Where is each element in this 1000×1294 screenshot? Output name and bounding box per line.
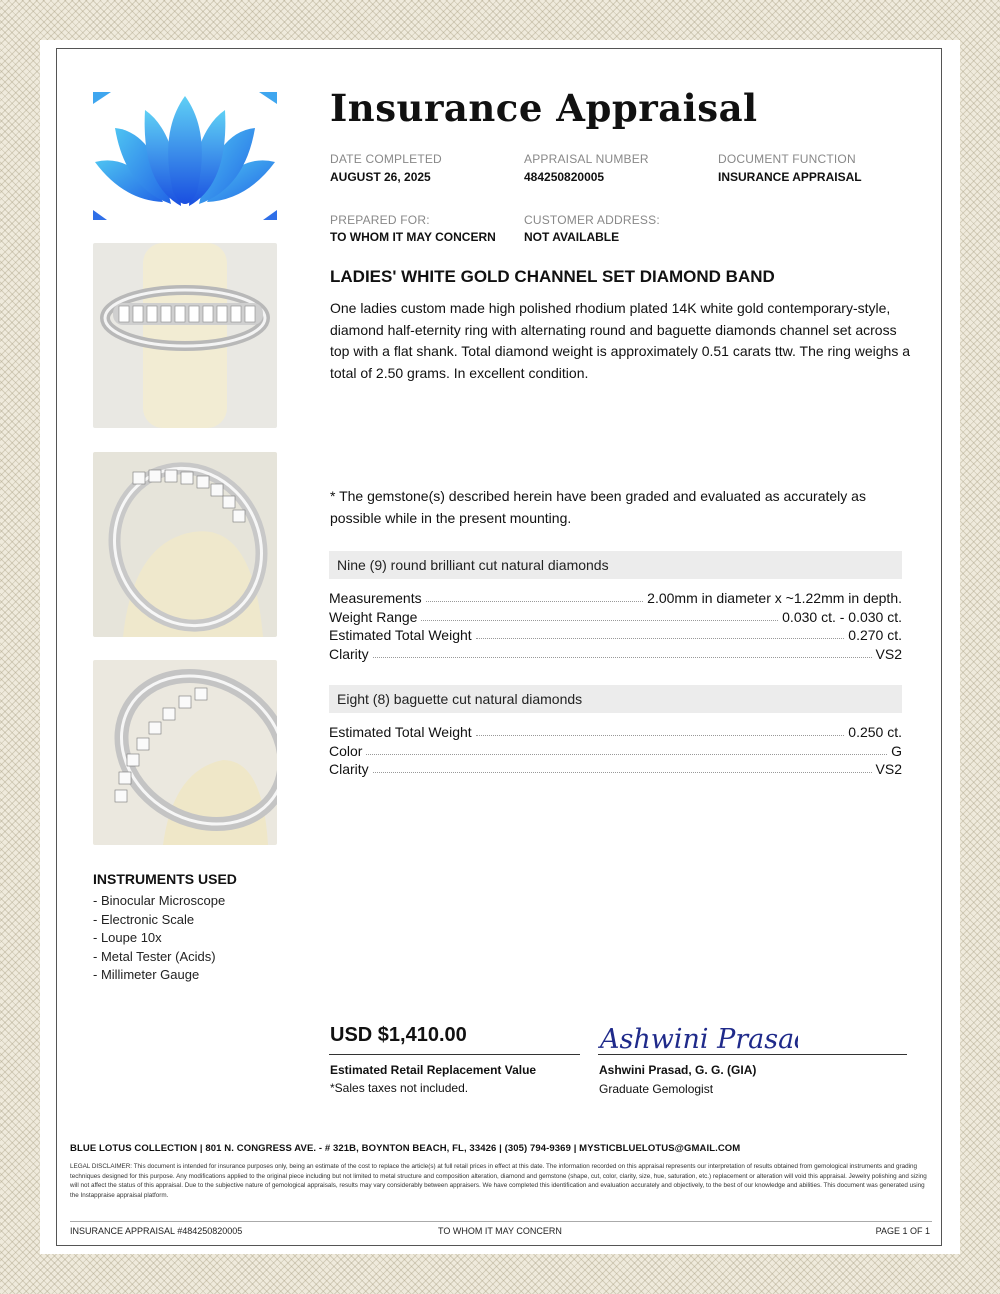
list-item: - Loupe 10x — [93, 930, 162, 946]
table-row — [329, 607, 902, 625]
signature-text: Ashwini Prasad — [600, 1024, 798, 1055]
dot-leader — [421, 620, 778, 621]
dot-leader — [373, 657, 872, 658]
list-item: - Millimeter Gauge — [93, 967, 200, 983]
document-function-label: DOCUMENT FUNCTION — [718, 152, 856, 166]
ring-photo-3 — [93, 660, 277, 845]
list-item: - Binocular Microscope — [93, 893, 226, 908]
customer-address-label: CUSTOMER ADDRESS: — [524, 213, 660, 227]
footer-divider — [70, 1221, 932, 1222]
table-row — [329, 741, 902, 759]
item-description: One ladies custom made high polished rhodium plated 14K white gold contemporary-style, diamond half-eternity ring with alternating round and baguette diamonds channel set across top with a flat shank. Total diamond weight is approximately 0.51 carats ttw. The ring weighs a total of 2.50 grams. In excellent condition. — [330, 300, 911, 381]
ring-photo-1 — [93, 243, 277, 428]
row-label: Estimated Total Weight — [329, 627, 472, 643]
stone-section-heading: Eight (8) baguette cut natural diamonds — [329, 685, 902, 713]
company-info: BLUE LOTUS COLLECTION | 801 N. CONGRESS AVE. - # 321B, BOYNTON BEACH, FL, 33426 | (305) 794-9369 | MYSTICBLUELOTUS@GMAIL.COM — [70, 1143, 741, 1154]
row-value: VS2 — [875, 761, 902, 777]
customer-address-value: NOT AVAILABLE — [524, 230, 620, 244]
footer-appraisal-ref: INSURANCE APPRAISAL #484250820005 — [70, 1226, 243, 1236]
prepared-for-value: TO WHOM IT MAY CONCERN — [330, 230, 496, 244]
row-label: Clarity — [329, 646, 369, 662]
value-label: Estimated Retail Replacement Value — [330, 1063, 537, 1077]
appraisal-number-label: APPRAISAL NUMBER — [524, 152, 649, 166]
dot-leader — [373, 772, 872, 773]
appraiser-title: Graduate Gemologist — [599, 1082, 714, 1096]
table-row — [329, 722, 902, 740]
appraiser-name: Ashwini Prasad, G. G. (GIA) — [599, 1063, 757, 1077]
row-value: 2.00mm in diameter x ~1.22mm in depth. — [647, 590, 902, 606]
handwritten-signature — [598, 1016, 798, 1056]
legal-disclaimer: LEGAL DISCLAIMER: This document is intended for insurance purposes only, being an estimate of the cost to replace the article(s) at full retail prices in effect at this date. The information recorded on this appraisal represents our interpretation of results obtained from gemological instruments and grading techniques designed for this purpose. Any modifications applied to the original piece including but not limited to metal structure and composition alteration, diamond and gemstone (shape, cut, color, clarity, size, hue, saturation, etc.) replacement or alteration will void this appraisal. Jewelry polishing and sizing will not affect the status of this appraisal. Due to the subjective nature of gemological appraisals, results may vary considerably between appraisers. We have completed this identification and evaluation accurately and objectively, to the best of our knowledge and abilities. This document was generated using the Instappraise appraisal platform. — [70, 1163, 927, 1199]
row-label: Measurements — [329, 590, 422, 606]
row-label: Weight Range — [329, 609, 418, 625]
dot-leader — [366, 754, 887, 755]
signature-underline — [598, 1054, 907, 1055]
appraisal-number-value: 484250820005 — [524, 170, 605, 184]
value-underline — [329, 1054, 580, 1055]
row-label: Clarity — [329, 761, 369, 777]
tax-note: *Sales taxes not included. — [330, 1081, 469, 1095]
instruments-list — [93, 892, 225, 985]
row-value: VS2 — [875, 646, 902, 662]
table-row — [329, 759, 902, 777]
grading-note: * The gemstone(s) described herein have been graded and evaluated as accurately as possible while in the present mounting. — [330, 488, 866, 526]
row-value: 0.250 ct. — [848, 724, 902, 740]
footer-recipient: TO WHOM IT MAY CONCERN — [438, 1226, 562, 1236]
row-value: 0.030 ct. - 0.030 ct. — [782, 609, 902, 625]
lotus-logo — [93, 92, 277, 220]
table-row — [329, 588, 902, 606]
dot-leader — [476, 735, 845, 736]
prepared-for-label: PREPARED FOR: — [330, 213, 430, 227]
date-completed-label: DATE COMPLETED — [330, 152, 442, 166]
row-label: Estimated Total Weight — [329, 724, 472, 740]
replacement-value: USD $1,410.00 — [330, 1024, 467, 1046]
dot-leader — [426, 601, 644, 602]
row-value: G — [891, 743, 902, 759]
row-value: 0.270 ct. — [848, 627, 902, 643]
ring-photo-2 — [93, 452, 277, 637]
page-number: PAGE 1 OF 1 — [875, 1226, 930, 1236]
table-row — [329, 644, 902, 662]
list-item: - Metal Tester (Acids) — [93, 948, 216, 964]
dot-leader — [476, 638, 845, 639]
row-label: Color — [329, 743, 363, 759]
item-title: LADIES' WHITE GOLD CHANNEL SET DIAMOND BAND — [330, 267, 775, 286]
page-title: Insurance Appraisal — [330, 86, 758, 130]
table-row — [329, 625, 902, 643]
instruments-heading: INSTRUMENTS USED — [93, 871, 237, 887]
document-function-value: INSURANCE APPRAISAL — [718, 170, 862, 184]
date-completed-value: AUGUST 26, 2025 — [330, 170, 431, 184]
list-item: - Electronic Scale — [93, 911, 195, 927]
stone-section-heading: Nine (9) round brilliant cut natural diamonds — [329, 551, 902, 579]
